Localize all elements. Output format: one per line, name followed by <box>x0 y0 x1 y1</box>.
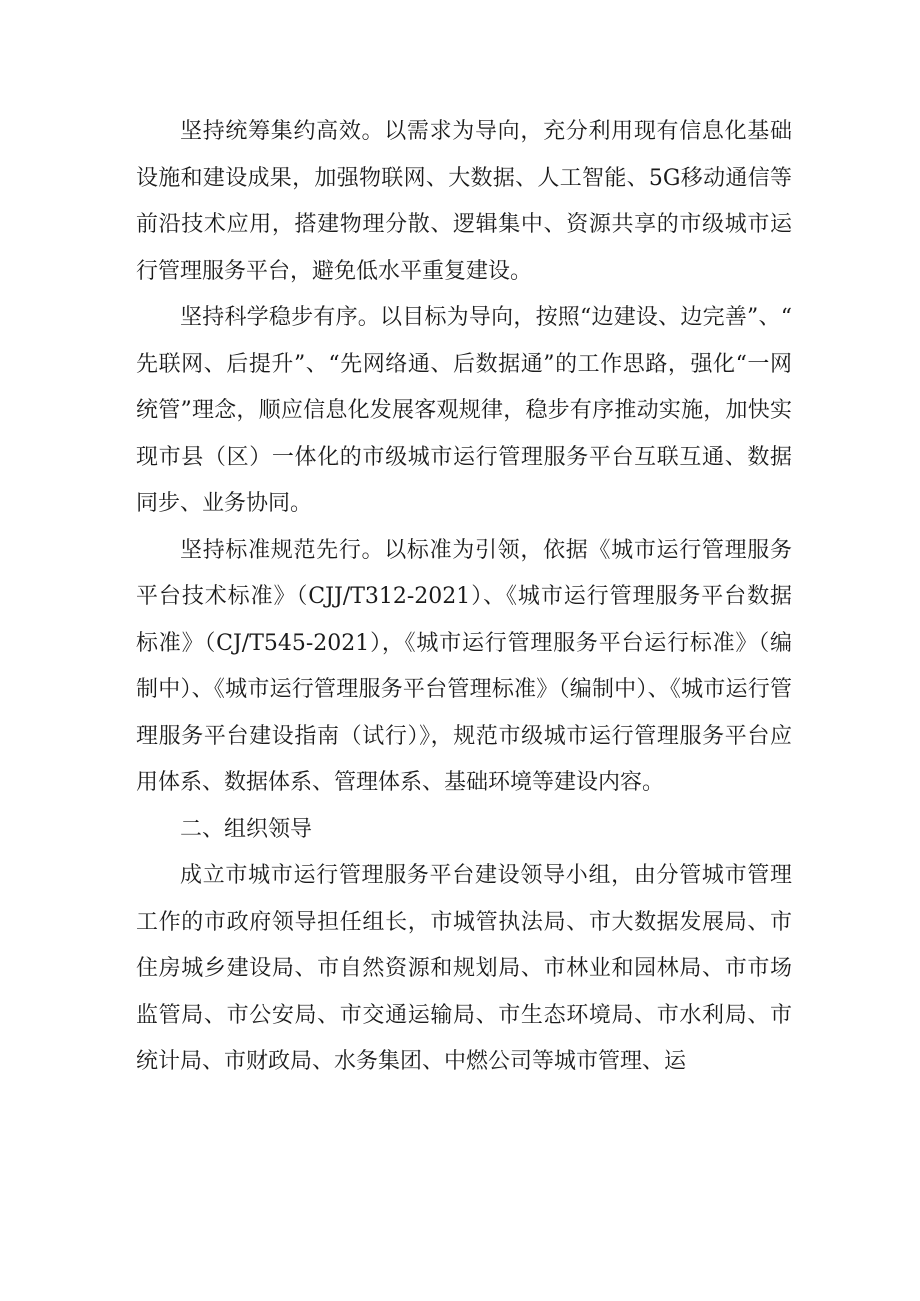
paragraph-principle-coordination: 坚持统筹集约高效。以需求为导向，充分利用现有信息化基础设施和建设成果，加强物联网、大数据、人工智能、5G移动通信等前沿技术应用，搭建物理分散、逻辑集中、资源共享的市级城市运行管理服务平台，避免低水平重复建设。 <box>136 119 792 284</box>
paragraph-principle-standards: 坚持标准规范先行。以标准为引领，依据《城市运行管理服务平台技术标准》（CJJ/T312-2021）、《城市运行管理服务平台数据标准》（CJ/T545-2021），《城市运行管理服务平台运行标准》（编制中）、《城市运行管理服务平台管理标准》（编制中）、《城市运行管理服务平台建设指南（试行）》，规范市级城市运行管理服务平台应用体系、数据体系、管理体系、基础环境等建设内容。 <box>136 537 792 795</box>
document-body <box>136 109 792 1086</box>
paragraph-leadership-group: 成立市城市运行管理服务平台建设领导小组，由分管城市管理工作的市政府领导担任组长，市城管执法局、市大数据发展局、市住房城乡建设局、市自然资源和规划局、市林业和园林局、市市场监管局、市公安局、市交通运输局、市生态环境局、市水利局、市统计局、市财政局、水务集团、中燃公司等城市管理、运 <box>136 863 792 1074</box>
paragraph-principle-steady-progress: 坚持科学稳步有序。以目标为导向，按照“边建设、边完善”、“先联网、后提升”、“先网络通、后数据通”的工作思路，强化“一网统管”理念，顺应信息化发展客观规律，稳步有序推动实施，加快实现市县（区）一体化的市级城市运行管理服务平台互联互通、数据同步、业务协同。 <box>136 305 792 516</box>
section-heading-organization: 二、组织领导 <box>180 816 313 842</box>
